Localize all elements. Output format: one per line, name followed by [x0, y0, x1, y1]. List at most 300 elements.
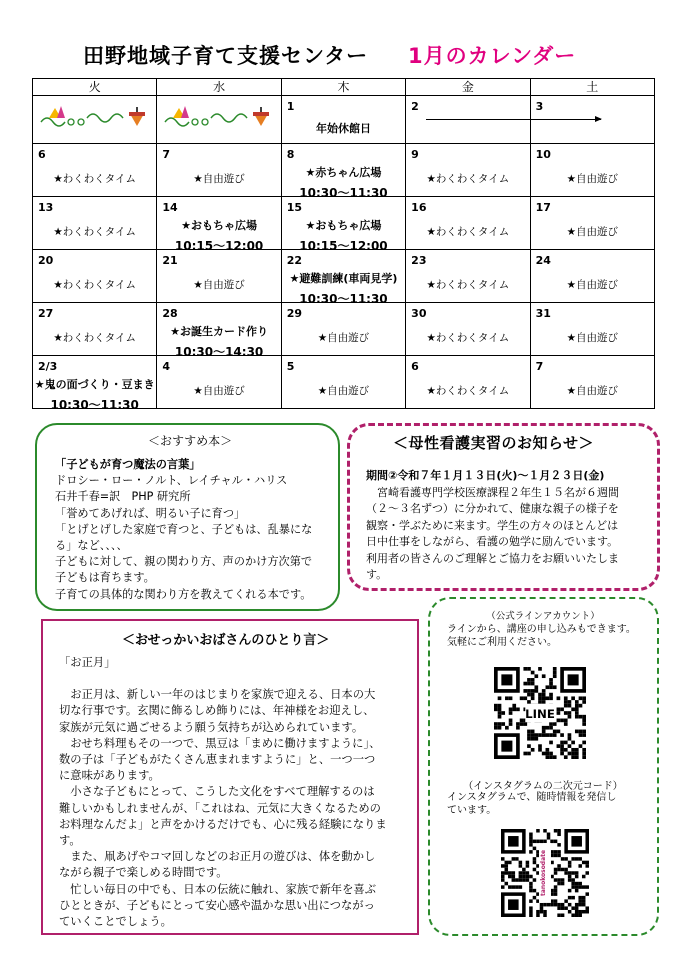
qr-module [549, 755, 553, 759]
qr-module [582, 696, 586, 700]
qr-module [582, 730, 586, 734]
qr-module [578, 857, 582, 861]
qr-module [533, 878, 537, 882]
qr-module [522, 878, 526, 882]
qr-module [568, 737, 572, 741]
qr-module [553, 671, 557, 675]
qr-module [568, 896, 572, 900]
qr-module [561, 882, 565, 886]
osekkai-line: 切な行事です。玄関に飾るしめ飾りには、年神様をお迎えし、 [59, 704, 375, 718]
day-number: 17 [535, 201, 551, 214]
qr-module [554, 829, 558, 833]
qr-module [549, 685, 553, 689]
instagram-qr-code[interactable] [501, 829, 589, 917]
qr-module [561, 868, 565, 872]
line-text: ラインから、講座の申し込みもできます。 [447, 624, 636, 635]
qr-module [582, 899, 586, 903]
calendar-day-cell [406, 197, 530, 250]
qr-module [523, 722, 527, 726]
qr-module [523, 696, 527, 700]
qr-module [557, 711, 561, 715]
event-label: ★自由遊び [193, 173, 245, 185]
calendar-day-cell [406, 250, 530, 303]
maternal-line: 日中仕事をしながら、看護の勉学に励んでいます。 [366, 535, 619, 548]
qr-module [505, 864, 509, 868]
calendar-day-cell [530, 303, 654, 356]
qr-module [575, 730, 579, 734]
calendar-week-row [33, 96, 655, 144]
qr-module [557, 843, 561, 847]
qr-module [557, 696, 561, 700]
qr-module [575, 752, 579, 756]
recommend-line: 子どもは育ちます。 [55, 571, 155, 585]
qr-module [579, 704, 583, 708]
maternal-body [366, 468, 619, 584]
qr-module [542, 700, 546, 704]
qr-module [509, 707, 513, 711]
qr-module [536, 913, 540, 917]
qr-module [501, 711, 505, 715]
qr-module [575, 857, 579, 861]
qr-module [571, 755, 575, 759]
qr-module [561, 878, 565, 882]
qr-module [564, 704, 568, 708]
qr-module [529, 875, 533, 879]
recommend-line: ドロシー・ロー・ノルト、レイチャル・ハリス [55, 474, 288, 488]
event-time: 10:15～12:00 [174, 239, 264, 253]
weekday-fri: 金 [406, 79, 530, 96]
qr-finder-mark [508, 899, 519, 910]
qr-module [538, 744, 542, 748]
qr-module [538, 733, 542, 737]
event-label: ★お誕生カード作り [170, 325, 269, 338]
instagram-body [447, 791, 616, 817]
qr-module [554, 903, 558, 907]
qr-module [553, 674, 557, 678]
qr-module [564, 868, 568, 872]
day-number: 10 [535, 148, 551, 161]
qr-module [536, 829, 540, 833]
osekkai-line: 家族が元気に過ごせるよう願う気持ちが込められています。 [59, 720, 364, 734]
qr-module [571, 707, 575, 711]
calendar-day-cell [33, 197, 157, 250]
qr-module [549, 733, 553, 737]
qr-module [527, 682, 531, 686]
qr-module [527, 737, 531, 741]
qr-module [508, 885, 512, 889]
qr-module [529, 836, 533, 840]
qr-module [568, 878, 572, 882]
qr-module [564, 711, 568, 715]
qr-module [498, 726, 502, 730]
event-label: ★自由遊び [193, 385, 245, 397]
day-number: 21 [162, 254, 178, 267]
calendar-day-cell [157, 250, 281, 303]
qr-module [515, 857, 519, 861]
qr-module [549, 696, 553, 700]
qr-module [534, 733, 538, 737]
day-number: 4 [162, 360, 171, 373]
instagram-caption: （インスタグラムの二次元コード） [463, 781, 623, 792]
event-time: 10:30～14:30 [174, 345, 264, 359]
event-time: 10:30～11:30 [50, 398, 139, 412]
qr-module [543, 913, 547, 917]
qr-module [557, 882, 561, 886]
qr-module [575, 875, 579, 879]
line-qr-code[interactable] [494, 667, 586, 759]
qr-module [554, 889, 558, 893]
day-number: 30 [411, 307, 427, 320]
recommend-line: 子育ての具体的な関わり方を教えてくれる本です。 [55, 587, 312, 601]
qr-module [512, 871, 516, 875]
qr-module [529, 850, 533, 854]
calendar-day-cell [406, 96, 530, 144]
qr-module [516, 722, 520, 726]
qr-module [527, 733, 531, 737]
osekkai-line: 「お正月」 [59, 656, 116, 669]
qr-module [512, 707, 516, 711]
qr-module [582, 733, 586, 737]
qr-module [578, 903, 582, 907]
qr-module [526, 878, 530, 882]
qr-module [523, 689, 527, 693]
maternal-line: 観察・学ぶために来ます。学生の方々のほとんどは [366, 518, 619, 532]
qr-module [531, 678, 535, 682]
qr-module [529, 910, 533, 914]
qr-module [533, 840, 537, 844]
qr-module [582, 861, 586, 865]
qr-module [547, 833, 551, 837]
qr-module [575, 755, 579, 759]
osekkai-line: お正月は、新しい一年のはじまりを家族で迎える、日本の大 [59, 688, 376, 702]
qr-module [509, 719, 513, 723]
qr-module [516, 707, 520, 711]
event-label: ★自由遊び [566, 385, 618, 397]
qr-module [579, 733, 583, 737]
qr-module [494, 722, 498, 726]
qr-module [582, 722, 586, 726]
weekday-wed: 水 [157, 79, 281, 96]
qr-module [519, 861, 523, 865]
qr-module [579, 715, 583, 719]
calendar-day-cell [530, 144, 654, 197]
qr-module [505, 882, 509, 886]
qr-module [543, 829, 547, 833]
event-label: ★避難訓練(車両見学) [289, 272, 398, 285]
qr-module [557, 913, 561, 917]
qr-module [554, 871, 558, 875]
qr-module [568, 711, 572, 715]
qr-module [575, 871, 579, 875]
qr-module [578, 910, 582, 914]
qr-module [509, 711, 513, 715]
weekday-tue: 火 [33, 79, 157, 96]
recommend-line: 「誉めてあげれば、明るい子に育つ」 [55, 506, 246, 520]
event-time: 10:15～12:00 [299, 239, 388, 253]
qr-module [557, 906, 561, 910]
maternal-title: ＜母性看護実習のお知らせ＞ [393, 434, 595, 452]
qr-label: LINE [525, 707, 555, 722]
qr-module [527, 730, 531, 734]
qr-module [553, 755, 557, 759]
qr-module [546, 748, 550, 752]
qr-module [546, 685, 550, 689]
qr-module [568, 864, 572, 868]
qr-module [554, 892, 558, 896]
qr-module [554, 840, 558, 844]
qr-module [578, 882, 582, 886]
qr-module [533, 861, 537, 865]
qr-module [564, 700, 568, 704]
day-number: 31 [535, 307, 551, 320]
qr-module [578, 899, 582, 903]
qr-module [564, 722, 568, 726]
qr-module [557, 744, 561, 748]
qr-module [549, 722, 553, 726]
qr-module [557, 850, 561, 854]
calendar-day-cell [157, 356, 281, 409]
calendar-day-cell [530, 96, 654, 144]
calendar-day-cell [157, 96, 281, 144]
qr-module [549, 741, 553, 745]
qr-module [560, 748, 564, 752]
calendar-day-cell [530, 250, 654, 303]
qr-module [568, 715, 572, 719]
spinning-top-deco-icon [37, 104, 152, 132]
qr-module [560, 752, 564, 756]
qr-module [531, 737, 535, 741]
qr-module [571, 896, 575, 900]
recommend-line: 「とげとげした家庭で育つと、子どもは、乱暴にな [55, 522, 313, 536]
qr-module [575, 903, 579, 907]
event-label: ★わくわくタイム [426, 173, 510, 185]
qr-module [540, 910, 544, 914]
qr-module [522, 868, 526, 872]
osekkai-line: 難しいかもしれませんが、「これはね、元気に大きくなるための [59, 801, 381, 815]
calendar-day-cell [33, 356, 157, 412]
qr-module [582, 903, 586, 907]
qr-module [529, 843, 533, 847]
calendar-day-cell [33, 250, 157, 303]
qr-module [534, 737, 538, 741]
instagram-text: ています。 [447, 805, 497, 816]
qr-module [575, 889, 579, 893]
qr-module [529, 882, 533, 886]
osekkai-line: ながら親子で楽しめる時間です。 [59, 866, 228, 880]
qr-module [515, 885, 519, 889]
qr-module [549, 678, 553, 682]
osekkai-line: ひとときが、子どもにとって安心感や温かな思い出につながっ [59, 898, 375, 912]
qr-module [523, 682, 527, 686]
calendar-table [32, 78, 655, 412]
qr-module [531, 748, 535, 752]
day-number: 7 [535, 360, 544, 373]
qr-module [585, 885, 589, 889]
qr-module [508, 875, 512, 879]
osekkai-line: お料理なんだよ」と声をかけるだけでも、心に残る経験になりま [59, 817, 387, 831]
calendar-day-cell [33, 303, 157, 356]
event-label: ★自由遊び [566, 279, 618, 291]
qr-module [575, 711, 579, 715]
qr-module [531, 696, 535, 700]
maternal-line: 利用者の皆さんのご理解とご協力をお願いいたしま [366, 551, 619, 565]
qr-module [557, 730, 561, 734]
qr-module [582, 700, 586, 704]
event-label: ★わくわくタイム [53, 279, 137, 291]
osekkai-title: ＜おせっかいおばさんのひとり言＞ [122, 633, 330, 648]
event-label: ★おもちゃ広場 [305, 219, 382, 232]
qr-module [498, 722, 502, 726]
qr-module [501, 878, 505, 882]
osekkai-line: 数の子は「子どもがたくさん恵まれますように」と、一つ一つ [59, 753, 376, 767]
qr-module [549, 682, 553, 686]
day-number: 23 [411, 254, 427, 267]
calendar-day-cell [157, 144, 281, 197]
qr-module [529, 885, 533, 889]
qr-module [546, 755, 550, 759]
osekkai-line [59, 671, 387, 687]
qr-module [523, 667, 527, 671]
qr-module [568, 861, 572, 865]
recommend-title: ＜おすすめ本＞ [148, 434, 233, 448]
qr-module [520, 696, 524, 700]
qr-finder-mark [501, 741, 512, 752]
calendar-day-cell [281, 96, 405, 144]
qr-module [540, 840, 544, 844]
qr-module [568, 903, 572, 907]
qr-module [564, 857, 568, 861]
qr-module [578, 864, 582, 868]
qr-module [501, 885, 505, 889]
maternal-line: す。 [366, 568, 388, 581]
qr-module [546, 733, 550, 737]
qr-module [553, 733, 557, 737]
calendar-day-cell [281, 144, 405, 200]
qr-module [505, 696, 509, 700]
qr-module [561, 857, 565, 861]
day-number: 29 [286, 307, 303, 320]
event-label: ★わくわくタイム [53, 173, 137, 185]
qr-module [557, 829, 561, 833]
event-label: ★わくわくタイム [53, 332, 137, 344]
qr-module [553, 722, 557, 726]
qr-module [512, 704, 516, 708]
qr-module [585, 864, 589, 868]
qr-finder-mark [571, 836, 582, 847]
qr-module [554, 854, 558, 858]
qr-module [557, 833, 561, 837]
recommend-line: 子どもに対して、親の関わり方、声のかけ方次第で [55, 555, 313, 569]
event-label: ★自由遊び [317, 385, 370, 397]
qr-module [564, 719, 568, 723]
qr-module [560, 707, 564, 711]
qr-module [560, 733, 564, 737]
qr-module [582, 748, 586, 752]
weekday-thu: 木 [281, 79, 405, 96]
spinning-top-deco-icon [161, 104, 276, 132]
qr-module [571, 885, 575, 889]
qr-module [557, 878, 561, 882]
qr-module [501, 722, 505, 726]
qr-module [520, 722, 524, 726]
day-number: 3 [535, 100, 544, 113]
qr-module [561, 913, 565, 917]
qr-module [519, 875, 523, 879]
qr-module [531, 733, 535, 737]
calendar-day-cell [530, 197, 654, 250]
qr-module [534, 674, 538, 678]
qr-module [498, 696, 502, 700]
day-number: 6 [38, 148, 46, 161]
weekday-header-row [33, 79, 655, 96]
qr-module [554, 878, 558, 882]
day-number: 22 [286, 254, 303, 267]
calendar-day-cell [406, 303, 530, 356]
qr-module [508, 861, 512, 865]
qr-module [498, 704, 502, 708]
event-label: ★自由遊び [566, 226, 618, 238]
qr-module [523, 752, 527, 756]
qr-module [568, 700, 572, 704]
qr-module [540, 906, 544, 910]
qr-module [531, 682, 535, 686]
qr-module [553, 730, 557, 734]
calendar-day-cell [281, 303, 405, 356]
qr-module [549, 693, 553, 697]
maternal-line: 宮崎看護専門学校医療課程２年生１５名が６週間 [366, 485, 619, 499]
qr-module [549, 752, 553, 756]
calendar-week-row [33, 250, 655, 303]
qr-module [575, 715, 579, 719]
osekkai-line: す。 [59, 834, 81, 848]
qr-module [546, 726, 550, 730]
event-label: ★わくわくタイム [426, 332, 510, 344]
qr-module [529, 906, 533, 910]
qr-module [582, 896, 586, 900]
day-number: 20 [38, 254, 54, 267]
month-title: 1月のカレンダー [408, 44, 577, 68]
qr-module [542, 693, 546, 697]
day-number: 1 [286, 100, 295, 113]
qr-module [553, 685, 557, 689]
osekkai-body [59, 655, 387, 930]
line-text: 気軽にご利用ください。 [447, 637, 557, 648]
qr-module [542, 730, 546, 734]
qr-module [531, 693, 535, 697]
qr-module [585, 861, 589, 865]
qr-module [561, 903, 565, 907]
qr-module [575, 704, 579, 708]
line-body [447, 623, 636, 649]
qr-module [505, 726, 509, 730]
event-label: ★自由遊び [317, 332, 370, 344]
qr-module [529, 833, 533, 837]
day-number: 15 [286, 201, 303, 214]
qr-module [554, 868, 558, 872]
qr-module [575, 906, 579, 910]
qr-module [582, 885, 586, 889]
qr-module [542, 733, 546, 737]
qr-module [582, 741, 586, 745]
qr-module [526, 861, 530, 865]
qr-module [585, 906, 589, 910]
qr-module [557, 719, 561, 723]
qr-module [527, 744, 531, 748]
qr-module [505, 868, 509, 872]
qr-module [568, 752, 572, 756]
calendar-week-row [33, 356, 655, 409]
calendar-day-cell [33, 96, 157, 144]
